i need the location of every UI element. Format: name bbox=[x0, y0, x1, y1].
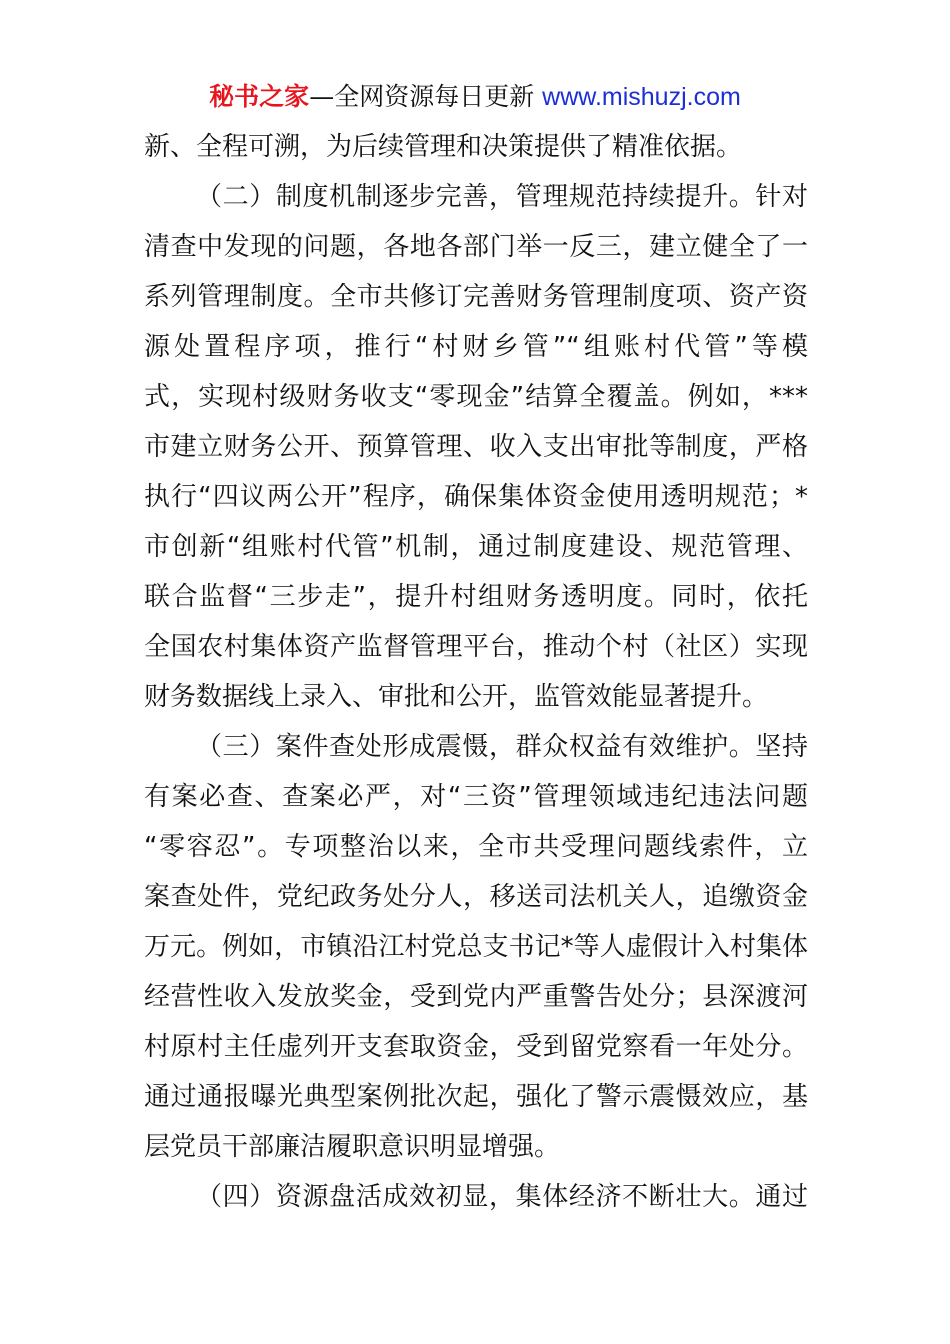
body-line: 源处置程序项，推行“村财乡管”“组账村代管”等模 bbox=[144, 332, 808, 362]
body-line: 清查中发现的问题，各地各部门举一反三，建立健全了一 bbox=[144, 232, 808, 262]
section-heading-line: （四）资源盘活成效初显，集体经济不断壮大。通过 bbox=[196, 1182, 808, 1212]
body-line: 全国农村集体资产监督管理平台，推动个村（社区）实现 bbox=[144, 632, 808, 662]
body-line: 有案必查、查案必严，对“三资”管理领域违纪违法问题 bbox=[144, 782, 808, 812]
body-line: 新、全程可溯，为后续管理和决策提供了精准依据。 bbox=[144, 132, 743, 162]
site-url-link[interactable]: www.mishuzj.com bbox=[542, 83, 741, 111]
body-line: 市创新“组账村代管”机制，通过制度建设、规范管理、 bbox=[144, 532, 808, 562]
section-heading-line: （二）制度机制逐步完善，管理规范持续提升。针对 bbox=[196, 182, 808, 212]
body-line: 联合监督“三步走”，提升村组财务透明度。同时，依托 bbox=[144, 582, 808, 612]
body-line: 层党员干部廉洁履职意识明显增强。 bbox=[144, 1132, 561, 1162]
body-line: 式，实现村级财务收支“零现金”结算全覆盖。例如，*** bbox=[144, 382, 808, 412]
body-line: 执行“四议两公开”程序，确保集体资金使用透明规范；* bbox=[144, 482, 808, 512]
body-line: 万元。例如，市镇沿江村党总支书记*等人虚假计入村集体 bbox=[144, 932, 808, 962]
body-line: 财务数据线上录入、审批和公开，监管效能显著提升。 bbox=[144, 682, 769, 712]
document-body bbox=[144, 122, 808, 1222]
site-tagline: —全网资源每日更新 bbox=[309, 82, 535, 111]
site-brand: 秘书之家 bbox=[209, 82, 310, 111]
body-line: 村原村主任虚列开支套取资金，受到留党察看一年处分。 bbox=[144, 1032, 808, 1062]
body-line: 案查处件，党纪政务处分人，移送司法机关人，追缴资金 bbox=[144, 882, 808, 912]
body-line: 系列管理制度。全市共修订完善财务管理制度项、资产资 bbox=[144, 282, 808, 312]
section-heading-line: （三）案件查处形成震慑，群众权益有效维护。坚持 bbox=[196, 732, 808, 762]
body-line: 经营性收入发放奖金，受到党内严重警告处分；县深渡河 bbox=[144, 982, 808, 1012]
body-line: “零容忍”。专项整治以来，全市共受理问题线索件，立 bbox=[144, 832, 808, 862]
site-header bbox=[0, 80, 950, 114]
body-line: 通过通报曝光典型案例批次起，强化了警示震慑效应，基 bbox=[144, 1082, 808, 1112]
body-line: 市建立财务公开、预算管理、收入支出审批等制度，严格 bbox=[144, 432, 808, 462]
